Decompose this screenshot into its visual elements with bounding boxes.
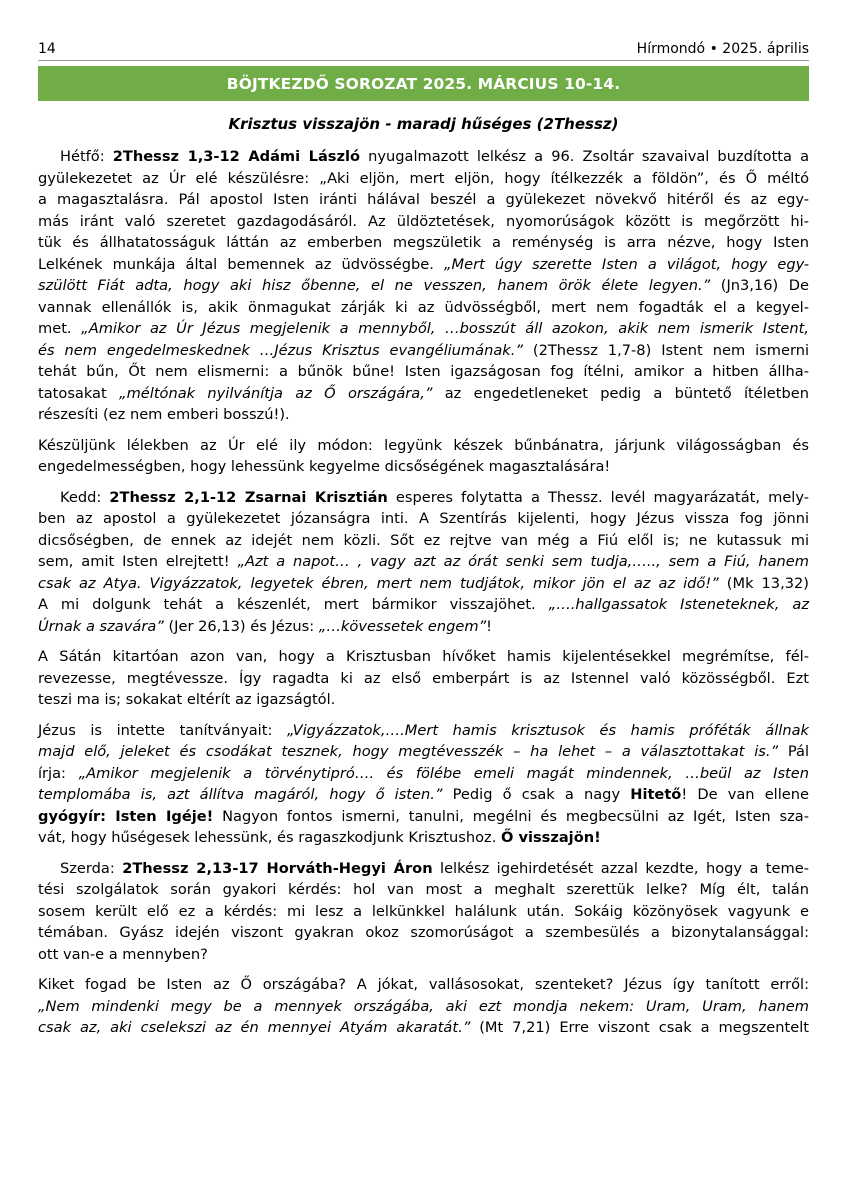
article-paragraph bbox=[38, 487, 809, 638]
quote-text: „Vigyázzatok,….Mert hamis krisztusok és hamis próféták állnak bbox=[286, 721, 810, 739]
text-run: engedelmességben, hogy lehessünk kegyelme dicsőségének magasztalására! bbox=[38, 458, 611, 475]
text-line bbox=[38, 858, 809, 880]
quote-text: Úrnak a szavára” bbox=[38, 617, 164, 635]
text-line bbox=[38, 944, 809, 966]
page-header bbox=[38, 41, 809, 61]
text-line bbox=[38, 383, 809, 405]
text-line bbox=[38, 879, 809, 901]
text-run: ! De van ellene bbox=[681, 786, 809, 803]
text-line bbox=[38, 901, 809, 923]
text-run: dicsőségben, de ennek az idejét nem közli. Sőt ez rejtve van még a Fiú elől is; ne kutassuk mi bbox=[38, 531, 809, 549]
quote-text: „Azt a napot… , vagy azt az órát senki sem tudja,….., sem a Fiú, hanem bbox=[237, 553, 809, 570]
text-line bbox=[38, 689, 809, 711]
text-line bbox=[38, 573, 809, 595]
text-run: vát, hogy hűségesek lehessünk, és ragaszkodjunk Krisztushoz. bbox=[38, 829, 501, 846]
article-paragraph bbox=[38, 858, 809, 966]
text-run: sem, amit Isten elrejtett! bbox=[38, 553, 238, 570]
text-line bbox=[38, 784, 809, 806]
series-banner bbox=[38, 66, 809, 101]
page-number: 14 bbox=[38, 41, 56, 57]
quote-text: és nem engedelmeskednek …Jézus Krisztus evangéliumának.” bbox=[38, 341, 523, 359]
text-line bbox=[38, 254, 809, 276]
text-line bbox=[38, 297, 809, 319]
text-run: gyülekezetet az Úr elé készülésre: „Aki eljön, mert eljön, hogy ítélkezzék a földön”, és Ő méltó bbox=[38, 169, 809, 187]
text-line bbox=[38, 827, 809, 849]
text-run: revezesse, megtévessze. Így ragadta ki az első emberpárt is az Istennel való közösségből. Ezt bbox=[38, 669, 809, 687]
text-run: tehát bűn, Őt nem elismerni: a bűnök bűne! Isten igazságosan fog ítélni, amikor a hitben állha- bbox=[38, 363, 809, 380]
text-line bbox=[38, 189, 809, 211]
text-run: Szerda: bbox=[60, 859, 123, 877]
article-title: Krisztus visszajön - maradj hűséges (2Thessz) bbox=[228, 115, 619, 133]
text-run: más iránt való szeretet gazdagodásáról. Az üldöztetések, nyomorúságok között is megőrzött hi- bbox=[38, 212, 809, 230]
text-line bbox=[38, 211, 809, 233]
quote-text: szülött Fiát adta, hogy aki hisz őbenne, el ne vesszen, hanem örök élete legyen.” bbox=[38, 277, 711, 294]
text-run: Lelkének munkája által bemennek az üdvösségbe. bbox=[38, 255, 444, 273]
text-run: tatosakat bbox=[38, 384, 120, 402]
text-run: tési szolgálatok során gyakori kérdés: hol van most a meghalt szerettük lelke? Míg élt, talán bbox=[38, 881, 809, 898]
text-line bbox=[38, 996, 809, 1018]
article-paragraph bbox=[38, 646, 809, 711]
text-line bbox=[38, 806, 809, 828]
text-line bbox=[38, 720, 809, 742]
text-line bbox=[38, 668, 809, 690]
text-line bbox=[38, 318, 809, 340]
text-line bbox=[38, 487, 809, 509]
text-run: Kiket fogad be Isten az Ő országába? A jókat, vallásosokat, szenteket? Jézus így tanított erről: bbox=[38, 976, 809, 993]
text-run: vannak ellenállók is, akik önmagukat zárják ki az üdvösségből, mert nem fogadták el a kegyel- bbox=[38, 298, 809, 316]
text-run: (Jer 26,13) és Jézus: bbox=[163, 617, 319, 635]
text-run: a magasztalásra. Pál apostol Isten iránti hálával beszél a gyülekezet növekvő hitéről és az egy- bbox=[38, 191, 809, 208]
text-run: met. bbox=[38, 320, 82, 337]
text-run: Pedig ő csak a nagy bbox=[442, 786, 631, 803]
text-line bbox=[38, 974, 809, 996]
text-line bbox=[38, 508, 809, 530]
bold-text: 2Thessz 2,13-17 Horváth-Hegyi Áron bbox=[122, 859, 433, 877]
text-run: esperes folytatta a Thessz. levél magyarázatát, mely- bbox=[387, 488, 809, 506]
text-line bbox=[38, 361, 809, 383]
text-line bbox=[38, 530, 809, 552]
quote-text: csak az Atya. Vigyázzatok, legyetek ébren, mert nem tudjátok, mikor jön el az az idő!” bbox=[38, 574, 719, 592]
series-banner-text: BÖJTKEZDŐ SOROZAT 2025. MÁRCIUS 10-14. bbox=[226, 74, 621, 93]
text-run: Kedd: bbox=[60, 488, 110, 506]
bold-text: 2Thessz 1,3-12 Adámi László bbox=[112, 148, 361, 165]
text-line bbox=[38, 616, 809, 638]
text-line bbox=[38, 168, 809, 190]
text-run: lelkész igehirdetését azzal kezdte, hogy a teme- bbox=[432, 859, 809, 877]
article-paragraph bbox=[38, 146, 809, 426]
text-line bbox=[38, 763, 809, 785]
text-run: nyugalmazott lelkész a 96. Zsoltár szavaival buzdította a bbox=[360, 148, 810, 165]
text-run: sosem került elő ez a kérdés: mi lesz a lelkünkkel halálunk után. Sokáig közönyösek vagyunk e bbox=[38, 902, 809, 920]
text-run: ott van-e a mennyben? bbox=[38, 945, 208, 963]
text-line bbox=[38, 404, 809, 426]
text-line bbox=[38, 435, 809, 457]
text-run: (Mk 13,32) bbox=[718, 574, 809, 592]
text-run: Nagyon fontos ismerni, tanulni, megélni és megbecsülni az Igét, Isten sza- bbox=[213, 807, 809, 825]
text-run: témában. Gyász idején viszont gyakran okoz szomorúságot a szembesülés a bizonytalansággal: bbox=[38, 924, 809, 941]
text-run: (2Thessz 1,7-8) Istent nem ismerni bbox=[522, 341, 810, 359]
text-line bbox=[38, 594, 809, 616]
text-line bbox=[38, 741, 809, 763]
bold-text: Ő visszajön! bbox=[500, 829, 601, 846]
text-run: írja: bbox=[38, 764, 79, 782]
text-run: ! bbox=[486, 617, 493, 635]
quote-text: „Amikor megjelenik a törvénytipró…. és fölébe emeli magát mindennek, …beül az Isten bbox=[78, 764, 809, 782]
quote-text: „Nem mindenki megy be a mennyek országába, aki ezt mondja nekem: Uram, Uram, hanem bbox=[38, 997, 809, 1015]
quote-text: templomába is, azt állítva magáról, hogy ő isten.” bbox=[38, 786, 443, 803]
text-line bbox=[38, 340, 809, 362]
text-run: Hétfő: bbox=[60, 148, 113, 165]
article-paragraph bbox=[38, 435, 809, 478]
text-run: A Sátán kitartóan azon van, hogy a Krisztusban hívőket hamis kijelentésekkel megrémítse, fél- bbox=[38, 648, 809, 665]
text-line bbox=[38, 551, 809, 573]
quote-text: csak az, aki cselekszi az én mennyei Atyám akaratát.” bbox=[38, 1019, 471, 1036]
quote-text: majd elő, jeleket és csodákat tesznek, hogy megtévesszék – ha lehet – a választottakat is.” bbox=[38, 743, 779, 760]
text-run: Készüljünk lélekben az Úr elé ily módon: legyünk készek bűnbánatra, járjunk világosságban és bbox=[38, 436, 809, 454]
text-line bbox=[38, 456, 809, 478]
text-run: Jézus is intette tanítványait: bbox=[38, 721, 287, 739]
quote-text: „….hallgassatok Isteneteknek, az bbox=[548, 596, 809, 613]
quote-text: „Mert úgy szerette Isten a világot, hogy egy- bbox=[443, 255, 809, 273]
text-run: Pál bbox=[778, 743, 810, 760]
text-run: teszi ma is; sokakat eltérít az igazságtól. bbox=[38, 691, 336, 708]
bold-text: Hitető bbox=[630, 786, 682, 803]
text-run: (Mt 7,21) Erre viszont csak a megszentelt bbox=[470, 1019, 809, 1036]
quote-text: „…kövessetek engem” bbox=[318, 617, 487, 635]
article-paragraph bbox=[38, 720, 809, 849]
text-run: A mi dolgunk tehát a készenlét, mert bármikor visszajöhet. bbox=[38, 596, 549, 613]
text-line bbox=[38, 1017, 809, 1039]
text-line bbox=[38, 922, 809, 944]
quote-text: „méltónak nyilvánítja az Ő országára,” bbox=[119, 384, 433, 402]
quote-text: „Amikor az Úr Jézus megjelenik a mennyből, …bosszút áll azokon, akik nem ismerik Istent, bbox=[81, 320, 809, 337]
text-run: részesíti (ez nem emberi bosszú!). bbox=[38, 406, 290, 423]
text-line bbox=[38, 232, 809, 254]
bold-text: gyógyír: Isten Igéje! bbox=[38, 807, 214, 825]
text-run: (Jn3,16) De bbox=[710, 277, 809, 294]
text-run: ben az apostol a gyülekezetet józanságra inti. A Szentírás kijelenti, hogy Jézus vissza fog jönni bbox=[38, 510, 809, 527]
publication-info: Hírmondó • 2025. április bbox=[636, 41, 809, 57]
text-line bbox=[38, 146, 809, 168]
text-line bbox=[38, 646, 809, 668]
article-paragraph bbox=[38, 974, 809, 1039]
text-run: tük és állhatatosságuk láttán az emberben megszületik a reménység is arra nézve, hogy Isten bbox=[38, 234, 809, 251]
text-line bbox=[38, 275, 809, 297]
article-body bbox=[38, 146, 809, 1048]
bold-text: 2Thessz 2,1-12 Zsarnai Krisztián bbox=[109, 488, 388, 506]
text-run: az engedetleneket pedig a büntető ítéletben bbox=[432, 384, 809, 402]
